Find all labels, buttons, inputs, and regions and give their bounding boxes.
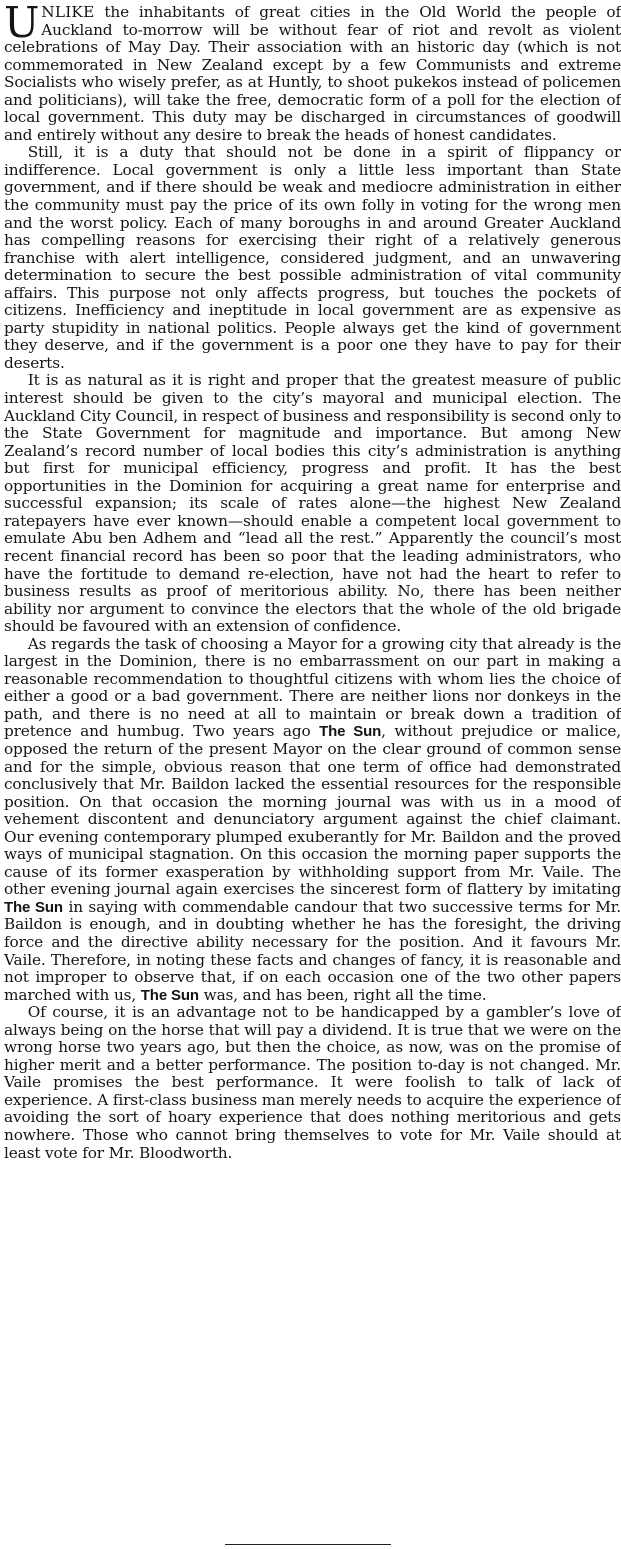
paragraph-2: Still, it is a duty that should not be done in a spirit of flippancy or indifference. Local government is only a little less important than State government, and if there should be weak and mediocre administration in either the community must pay the price of its own folly in voting for the wrong men and the worst policy. Each of many boroughs in and around Greater Auckland has compelling reasons for exercising their right of a relatively generous franchise with alert intelligence, considered judgment, and an unwavering determination to secure the best possible administration of vital community affairs. This purpose not only affects progress, but touches the pockets of citizens. Inefficiency and ineptitude in local government are as expensive as party stupidity in national politics. People always get the kind of government they deserve, and if the government is a poor one they have to pay for their deserts. bbox=[4, 143, 621, 372]
opening-word: NLIKE bbox=[41, 3, 95, 21]
paragraph-1 bbox=[4, 0, 621, 144]
newspaper-name: The Sun bbox=[319, 723, 382, 741]
editorial-article bbox=[4, 0, 621, 1162]
paragraph-4-text-a: As regards the task of choosing a Mayor for a growing city that already is the largest in the Dominion, there is no embarrassment on our part in making a reasonable recommendation to thoughtful citizens with whom lies the choice of either a good or a bad government. There are neither lions nor donkeys in the path, and there is no need at all to maintain or break down a tradition of pretence and humbug. Two years ago bbox=[4, 634, 621, 741]
paragraph-5: Of course, it is an advantage not to be handicapped by a gambler’s love of always being on the horse that will pay a dividend. It is true that we were on the wrong horse two years ago, but then the choice, as now, was on the promise of higher merit and a better performance. The position to-day is not changed. Mr. Vaile promises the best performance. It were foolish to talk of lack of experience. A first-class business man merely needs to acquire the experience of avoiding the sort of hoary experience that does nothing meritorious and gets nowhere. Those who cannot bring themselves to vote for Mr. Vaile should at least vote for Mr. Bloodworth. bbox=[4, 1003, 621, 1162]
paragraph-4-text-c: in saying with commendable candour that two successive terms for Mr. Baildon is enough, and in doubting whether he has the foresight, the driving force and the directive ability necessary for the position. And it favours Mr. Vaile. Therefore, in noting these facts and changes of fancy, it is reasonable and not improper to observe that, if on each occasion one of the two other papers marched with us, bbox=[4, 897, 621, 1004]
paragraph-4-text-b: , without prejudice or malice, opposed the return of the present Mayor on the clear ground of common sense and for the simple, obvious reason that one term of office had demonstrated conclusively that Mr. Baildon lacked the essential resources for the responsible position. On that occasion the morning journal was with us in a mood of vehement discontent and denunciatory argument against the chief claimant. Our evening contemporary plumped exuberantly for Mr. Baildon and the proved ways of municipal stagnation. On this occasion the morning paper supports the cause of its former exasperation by withholding support from Mr. Vaile. The other evening journal again exercises the sincerest form of flattery by imitating bbox=[4, 722, 621, 899]
drop-cap: U bbox=[4, 0, 40, 47]
paragraph-1-text: the inhabitants of great cities in the Old World the people of Auckland to-morrow will be without fear of riot and revolt as violent celebrations of May Day. Their association with an historic day (which is not commemorated in New Zealand except by a few Communists and extreme Socialists who wisely prefer, as at Huntly, to shoot pukekos instead of policemen and politicians), will take the free, democratic form of a poll for the election of local government. This duty may be discharged in circumstances of goodwill and entirely without any desire to break the heads of honest candidates. bbox=[4, 3, 621, 144]
newspaper-name: The Sun bbox=[4, 898, 63, 916]
end-rule bbox=[225, 1544, 391, 1545]
paragraph-4-text-d: was, and has been, right all the time. bbox=[198, 985, 487, 1004]
paragraph-4 bbox=[4, 636, 621, 1004]
paragraph-3: It is as natural as it is right and proper that the greatest measure of public interest should be given to the city’s mayoral and municipal election. The Auckland City Council, in respect of business and responsibility is second only to the State Government for magnitude and importance. But among New Zealand’s record number of local bodies this city’s administration is anything but first for municipal efficiency, progress and profit. It has the best opportunities in the Dominion for acquiring a great name for enterprise and successful expansion; its scale of rates alone—the highest New Zealand ratepayers have ever known—should enable a competent local government to emulate Abu ben Adhem and “lead all the rest.” Apparently the council’s most recent financial record has been so poor that the leading administrators, who have the fortitude to demand re-election, have not had the heart to refer to business results as proof of meritorious ability. No, there has been neither ability nor argument to convince the electors that the whole of the old brigade should be favoured with an extension of confidence. bbox=[4, 371, 621, 636]
newspaper-name: The Sun bbox=[140, 986, 199, 1004]
